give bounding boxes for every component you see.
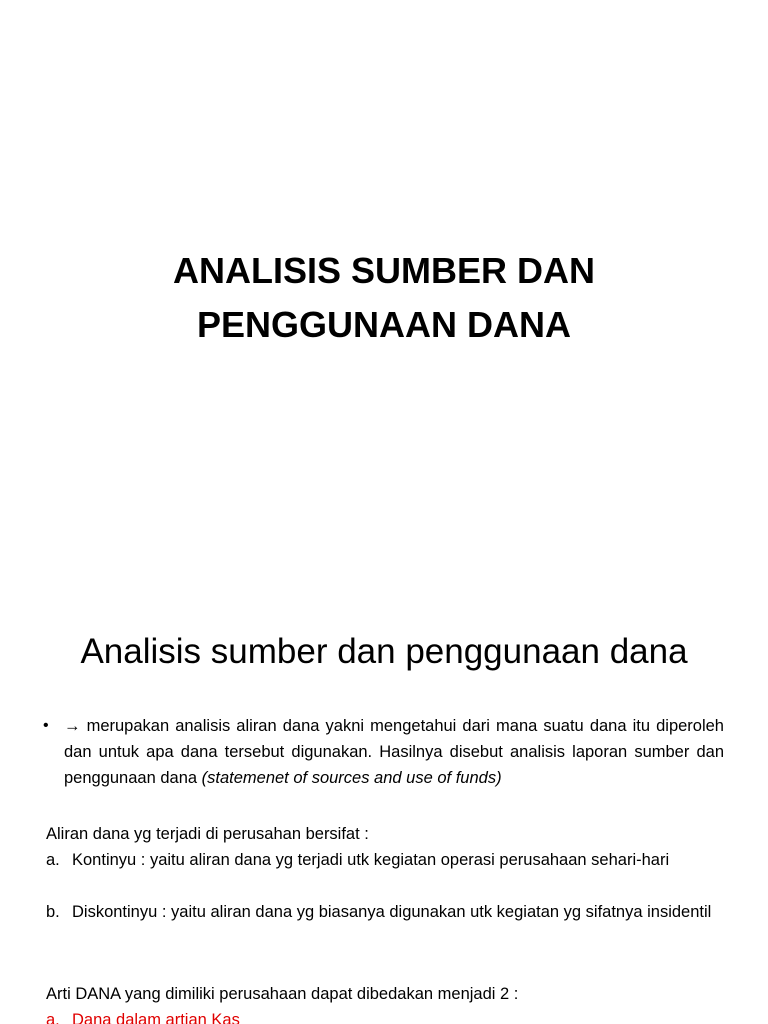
list-marker: a.	[46, 1011, 60, 1024]
bullet-body: → merupakan analisis aliran dana yakni mengetahui dari mana suatu dana itu diperoleh dan untuk apa dana tersebut digunakan. Hasilnya disebut analisis laporan sumber dan penggunaan dana	[64, 717, 724, 787]
list-item-text: Diskontinyu : yaitu aliran dana yg biasanya digunakan utk kegiatan yg sifatnya insidentil	[72, 903, 712, 921]
arti-intro: Arti DANA yang dimiliki perusahaan dapat dibedakan menjadi 2 :	[46, 985, 519, 1003]
list-item-diskontinyu	[46, 899, 722, 925]
title-line-2: PENGGUNAAN DANA	[196, 304, 571, 345]
bullet-paragraph	[43, 713, 724, 791]
slide-title	[0, 244, 768, 352]
title-line-1: ANALISIS SUMBER DAN	[172, 250, 595, 291]
bullet-text	[64, 713, 724, 791]
list-marker: a.	[46, 851, 60, 869]
list-item-kontinyu	[46, 847, 722, 873]
list-item-dana-kas	[46, 1007, 722, 1024]
list-marker: b.	[46, 903, 60, 921]
bullet-marker: •	[43, 717, 49, 734]
content-slide	[0, 576, 768, 1024]
slide-heading: Analisis sumber dan penggunaan dana	[80, 632, 688, 671]
flow-intro: Aliran dana yg terjadi di perusahan bersifat :	[46, 825, 369, 843]
list-item-text: Dana dalam artian Kas	[72, 1011, 240, 1024]
list-item-text: Kontinyu : yaitu aliran dana yg terjadi utk kegiatan operasi perusahaan sehari-hari	[72, 851, 670, 869]
bullet-italic-term: (statemenet of sources and use of funds)	[201, 769, 502, 787]
